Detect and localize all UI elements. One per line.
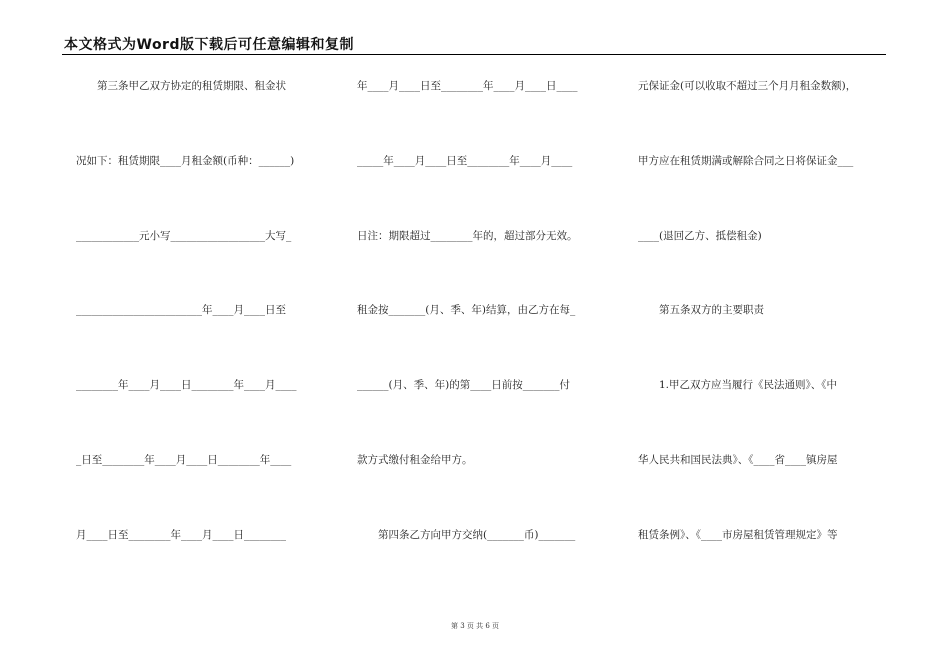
text-line: 况如下：租赁期限____月租金额(币种：______) xyxy=(76,155,295,167)
text-line: ________年____月____日________年____月____ xyxy=(76,379,297,391)
text-line: 第四条乙方向甲方交纳(_______币)_______ xyxy=(357,529,576,541)
text-line: 租赁条例》、《____市房屋租赁管理规定》等 xyxy=(638,529,838,541)
header-divider xyxy=(62,54,886,55)
page-number: 第 3 页 共 6 页 xyxy=(450,622,500,630)
text-line: ______(月、季、年)的第____日前按_______付 xyxy=(357,379,570,391)
text-line: 年____月____日至________年____月____日____ xyxy=(357,80,578,92)
text-line: 华人民共和国民法典》、《____省____镇房屋 xyxy=(638,454,838,466)
text-line: 日注：期限超过________年的，超过部分无效。 xyxy=(357,230,578,242)
text-line: 元保证金(可以收取不超过三个月月租金数额)， xyxy=(638,80,857,92)
text-line: ____(退回乙方、抵偿租金) xyxy=(638,230,762,242)
text-line: 租金按_______(月、季、年)结算，由乙方在每_ xyxy=(357,304,576,316)
text-line: 款方式缴付租金给甲方。 xyxy=(357,454,473,466)
text-line: 第五条双方的主要职责 xyxy=(638,304,764,316)
text-line: ________________________年____月____日至 xyxy=(76,304,286,316)
text-line: 第三条甲乙双方协定的租赁期限、租金状 xyxy=(76,80,286,92)
text-line: _____年____月____日至________年____月____ xyxy=(357,155,573,167)
document-header-title: 本文格式为Word版下载后可任意编辑和复制 xyxy=(64,37,354,53)
text-line: 月____日至________年____月____日________ xyxy=(76,529,286,541)
text-line: 甲方应在租赁期满或解除合同之日将保证金___ xyxy=(638,155,854,167)
text-line: ____________元小写__________________大写_ xyxy=(76,230,292,242)
text-line: 1.甲乙双方应当履行《民法通则》、《中 xyxy=(638,379,838,391)
text-line: _日至________年____月____日________年____ xyxy=(76,454,292,466)
